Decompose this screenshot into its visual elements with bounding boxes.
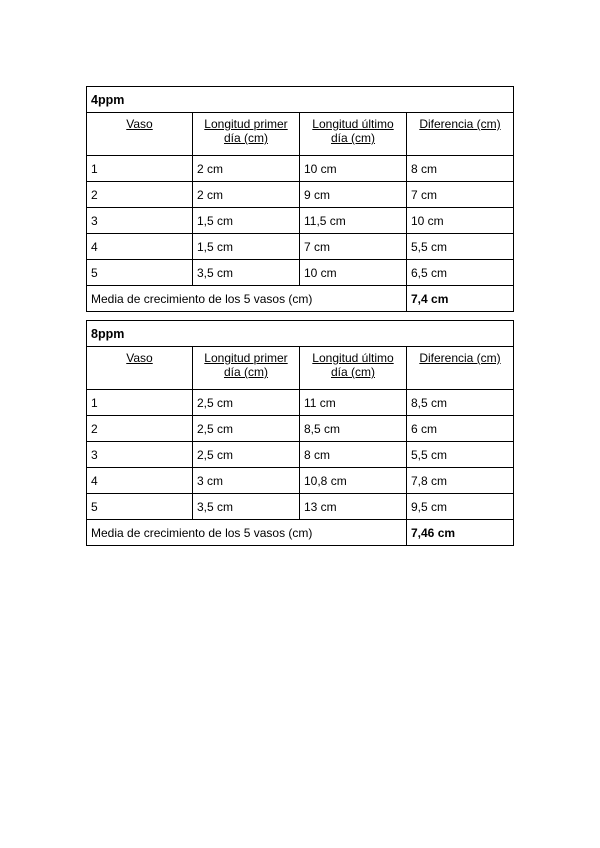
cell-vaso: 5 bbox=[87, 494, 193, 520]
cell-diferencia: 7,8 cm bbox=[407, 468, 514, 494]
table-row bbox=[87, 494, 514, 520]
cell-primer-dia: 1,5 cm bbox=[193, 234, 300, 260]
footer-label: Media de crecimiento de los 5 vasos (cm) bbox=[87, 286, 407, 312]
table-row bbox=[87, 416, 514, 442]
cell-primer-dia: 2,5 cm bbox=[193, 442, 300, 468]
footer-label: Media de crecimiento de los 5 vasos (cm) bbox=[87, 520, 407, 546]
cell-vaso: 3 bbox=[87, 208, 193, 234]
table-row bbox=[87, 468, 514, 494]
cell-ultimo-dia: 10,8 cm bbox=[300, 468, 407, 494]
column-header-vaso: Vaso bbox=[87, 113, 193, 156]
column-header-longitud-primer-dia: Longitud primer día (cm) bbox=[193, 113, 300, 156]
cell-vaso: 1 bbox=[87, 390, 193, 416]
column-header-longitud-ultimo-dia: Longitud último día (cm) bbox=[300, 347, 407, 390]
table-row bbox=[87, 156, 514, 182]
cell-diferencia: 5,5 cm bbox=[407, 442, 514, 468]
cell-vaso: 3 bbox=[87, 442, 193, 468]
table-row bbox=[87, 182, 514, 208]
cell-primer-dia: 2 cm bbox=[193, 156, 300, 182]
cell-diferencia: 6 cm bbox=[407, 416, 514, 442]
cell-primer-dia: 3,5 cm bbox=[193, 260, 300, 286]
cell-ultimo-dia: 13 cm bbox=[300, 494, 407, 520]
table-title: 4ppm bbox=[87, 87, 514, 113]
cell-primer-dia: 3 cm bbox=[193, 468, 300, 494]
cell-vaso: 1 bbox=[87, 156, 193, 182]
table-row bbox=[87, 260, 514, 286]
cell-vaso: 4 bbox=[87, 468, 193, 494]
cell-diferencia: 6,5 cm bbox=[407, 260, 514, 286]
cell-ultimo-dia: 11 cm bbox=[300, 390, 407, 416]
table-row bbox=[87, 442, 514, 468]
cell-diferencia: 9,5 cm bbox=[407, 494, 514, 520]
cell-diferencia: 7 cm bbox=[407, 182, 514, 208]
cell-diferencia: 5,5 cm bbox=[407, 234, 514, 260]
cell-primer-dia: 2 cm bbox=[193, 182, 300, 208]
table-8ppm bbox=[86, 320, 514, 546]
cell-ultimo-dia: 9 cm bbox=[300, 182, 407, 208]
cell-primer-dia: 3,5 cm bbox=[193, 494, 300, 520]
cell-diferencia: 8 cm bbox=[407, 156, 514, 182]
footer-average-value: 7,4 cm bbox=[407, 286, 514, 312]
cell-ultimo-dia: 10 cm bbox=[300, 260, 407, 286]
cell-vaso: 5 bbox=[87, 260, 193, 286]
cell-ultimo-dia: 8,5 cm bbox=[300, 416, 407, 442]
cell-ultimo-dia: 7 cm bbox=[300, 234, 407, 260]
column-header-vaso: Vaso bbox=[87, 347, 193, 390]
table-row bbox=[87, 234, 514, 260]
column-header-longitud-primer-dia: Longitud primer día (cm) bbox=[193, 347, 300, 390]
cell-vaso: 2 bbox=[87, 416, 193, 442]
cell-ultimo-dia: 11,5 cm bbox=[300, 208, 407, 234]
cell-diferencia: 8,5 cm bbox=[407, 390, 514, 416]
table-title: 8ppm bbox=[87, 321, 514, 347]
cell-vaso: 4 bbox=[87, 234, 193, 260]
cell-ultimo-dia: 8 cm bbox=[300, 442, 407, 468]
column-header-longitud-ultimo-dia: Longitud último día (cm) bbox=[300, 113, 407, 156]
cell-primer-dia: 2,5 cm bbox=[193, 416, 300, 442]
table-4ppm bbox=[86, 86, 514, 312]
cell-primer-dia: 2,5 cm bbox=[193, 390, 300, 416]
footer-average-value: 7,46 cm bbox=[407, 520, 514, 546]
cell-diferencia: 10 cm bbox=[407, 208, 514, 234]
cell-ultimo-dia: 10 cm bbox=[300, 156, 407, 182]
cell-primer-dia: 1,5 cm bbox=[193, 208, 300, 234]
table-row bbox=[87, 390, 514, 416]
cell-vaso: 2 bbox=[87, 182, 193, 208]
table-row bbox=[87, 208, 514, 234]
column-header-diferencia: Diferencia (cm) bbox=[407, 113, 514, 156]
column-header-diferencia: Diferencia (cm) bbox=[407, 347, 514, 390]
